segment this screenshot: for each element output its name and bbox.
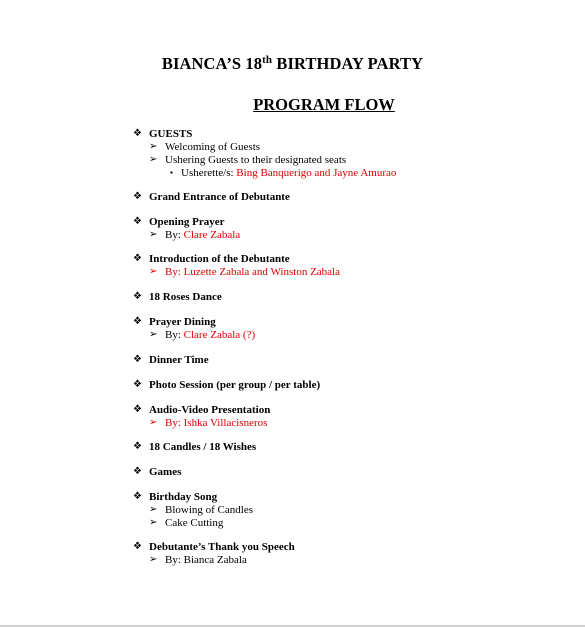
diamond-bullet-icon: ❖ xyxy=(133,404,142,415)
sub-item-text xyxy=(165,228,240,242)
diamond-bullet-icon: ❖ xyxy=(133,216,142,227)
diamond-bullet-icon: ❖ xyxy=(133,354,142,365)
arrow-bullet-icon: ➢ xyxy=(149,154,158,165)
arrow-bullet-icon: ➢ xyxy=(149,329,158,340)
arrow-bullet-icon: ➢ xyxy=(149,229,158,240)
arrow-bullet-icon: ➢ xyxy=(149,504,158,515)
square-bullet-icon: ▪ xyxy=(170,168,173,177)
by-label: By: xyxy=(165,229,184,241)
item-heading: 18 Roses Dance xyxy=(149,291,222,303)
arrow-bullet-icon: ➢ xyxy=(149,554,158,565)
diamond-bullet-icon: ❖ xyxy=(133,466,142,477)
diamond-bullet-icon: ❖ xyxy=(133,253,142,264)
presenter-name: Clare Zabala (?) xyxy=(183,329,256,341)
item-heading: Birthday Song xyxy=(149,491,218,503)
usherette-line xyxy=(181,166,396,180)
item-heading: Prayer Dining xyxy=(149,316,216,328)
item-heading: Audio-Video Presentation xyxy=(149,404,271,416)
arrow-bullet-icon: ➢ xyxy=(149,417,158,428)
sub-item-text: By: Luzette Zabala and Winston Zabala xyxy=(165,266,340,278)
presenter-name: Clare Zabala xyxy=(183,229,241,241)
item-heading: Dinner Time xyxy=(149,354,209,366)
item-heading: 18 Candles / 18 Wishes xyxy=(149,441,257,453)
item-heading: Debutante’s Thank you Speech xyxy=(149,541,295,553)
sub-item-text: By: Ishka Villacisneros xyxy=(165,417,268,429)
arrow-bullet-icon: ➢ xyxy=(149,266,158,277)
diamond-bullet-icon: ❖ xyxy=(133,379,142,390)
arrow-bullet-icon: ➢ xyxy=(149,517,158,528)
sub-item-text xyxy=(165,328,255,342)
diamond-bullet-icon: ❖ xyxy=(133,441,142,452)
item-heading: Photo Session (per group / per table) xyxy=(149,379,321,391)
page-subtitle: PROGRAM FLOW xyxy=(253,95,395,114)
item-heading: Introduction of the Debutante xyxy=(149,253,290,265)
diamond-bullet-icon: ❖ xyxy=(133,291,142,302)
diamond-bullet-icon: ❖ xyxy=(133,541,142,552)
item-heading: Games xyxy=(149,466,182,478)
usherette-names: Bing Banquerigo and Jayne Amurao xyxy=(236,167,397,179)
sub-item-text: Welcoming of Guests xyxy=(165,141,261,153)
diamond-bullet-icon: ❖ xyxy=(133,491,142,502)
sub-item-text: Cake Cutting xyxy=(165,517,224,529)
diamond-bullet-icon: ❖ xyxy=(133,316,142,327)
title-superscript: th xyxy=(262,54,273,66)
diamond-bullet-icon: ❖ xyxy=(133,191,142,202)
sub-item-text: Ushering Guests to their designated seats xyxy=(165,154,347,166)
item-heading: Grand Entrance of Debutante xyxy=(149,191,290,203)
page-title xyxy=(0,54,585,74)
item-heading: Opening Prayer xyxy=(149,216,225,228)
item-heading: GUESTS xyxy=(149,128,193,140)
title-prefix: BIANCA’S 18 xyxy=(161,54,263,73)
title-suffix: BIRTHDAY PARTY xyxy=(272,54,424,73)
sub-item-text: Blowing of Candles xyxy=(165,504,253,516)
sub-item-text: By: Bianca Zabala xyxy=(165,554,247,566)
arrow-bullet-icon: ➢ xyxy=(149,141,158,152)
usherette-label: Usherette/s: xyxy=(181,167,237,179)
by-label: By: xyxy=(165,329,184,341)
diamond-bullet-icon: ❖ xyxy=(133,128,142,139)
